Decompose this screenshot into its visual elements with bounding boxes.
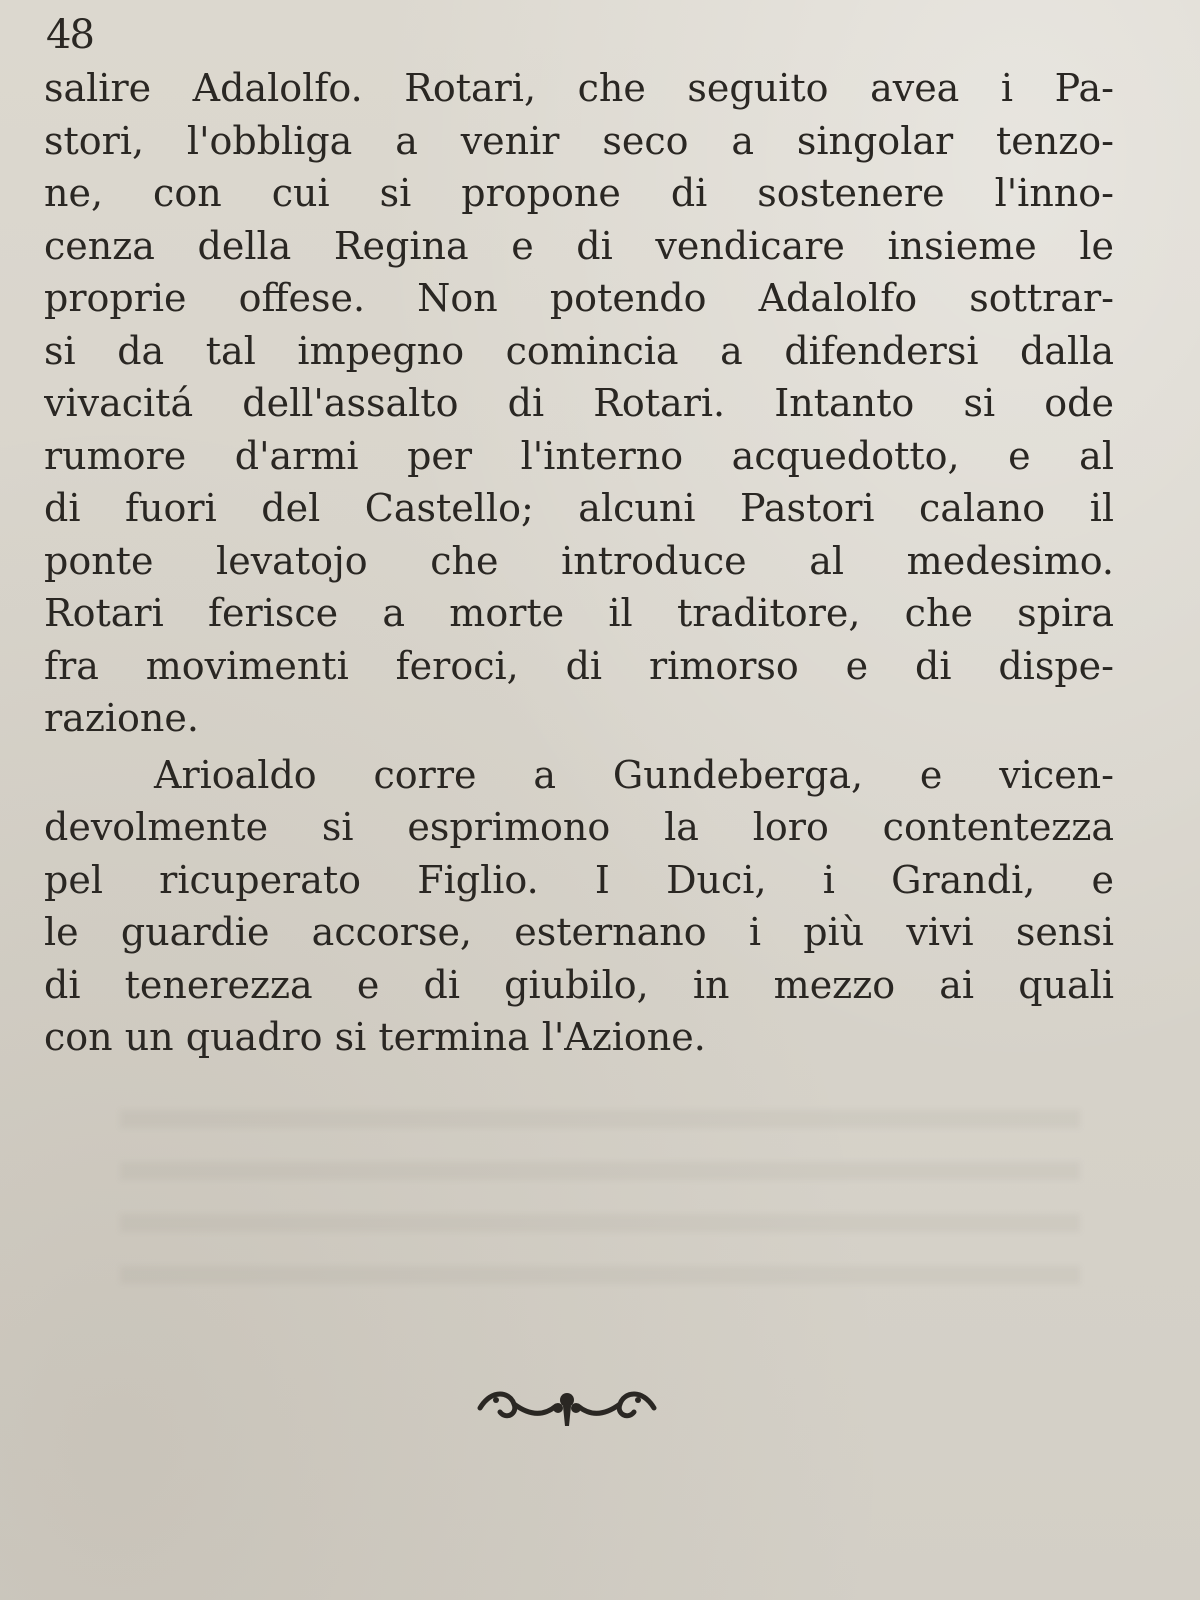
text-line: stori, l'obbliga a venir seco a singolar tenzo- <box>44 118 1114 163</box>
paragraph-1 <box>44 62 1114 745</box>
decorative-vine-ornament-icon <box>472 1378 662 1432</box>
bleed-through-shadow <box>120 1110 1080 1310</box>
text-line: cenza della Regina e di vendicare insieme le <box>44 223 1114 268</box>
text-line: Rotari ferisce a morte il traditore, che spira <box>44 591 1114 635</box>
text-line: ponte levatojo che introduce al medesimo. <box>44 538 1114 583</box>
page-number: 48 <box>46 12 93 58</box>
text-line: vivacitá dell'assalto di Rotari. Intanto si ode <box>44 381 1114 425</box>
text-line: di tenerezza e di giubilo, in mezzo ai quali <box>44 962 1114 1007</box>
text-line: devolmente si esprimono la loro contentezza <box>44 805 1114 849</box>
text-line: le guardie accorse, esternano i più vivi sensi <box>44 910 1114 954</box>
text-line: proprie offese. Non potendo Adalolfo sottrar- <box>44 276 1114 320</box>
text-line: con un quadro si termina l'Azione. <box>44 1015 706 1059</box>
text-line: si da tal impegno comincia a difendersi dalla <box>44 328 1114 373</box>
text-line: pel ricuperato Figlio. I Duci, i Grandi, e <box>44 857 1114 902</box>
text-line: salire Adalolfo. Rotari, che seguito avea i Pa- <box>44 66 1114 110</box>
text-line: razione. <box>44 696 199 740</box>
text-line: rumore d'armi per l'interno acquedotto, e al <box>44 433 1114 478</box>
text-line: ne, con cui si propone di sostenere l'inno- <box>44 171 1114 215</box>
text-line: di fuori del Castello; alcuni Pastori calano il <box>44 486 1114 530</box>
text-line: fra movimenti feroci, di rimorso e di dispe- <box>44 643 1114 688</box>
text-line: Arioaldo corre a Gundeberga, e vicen- <box>154 752 1114 797</box>
paragraph-2 <box>44 749 1114 1064</box>
body-text <box>44 62 1114 1064</box>
